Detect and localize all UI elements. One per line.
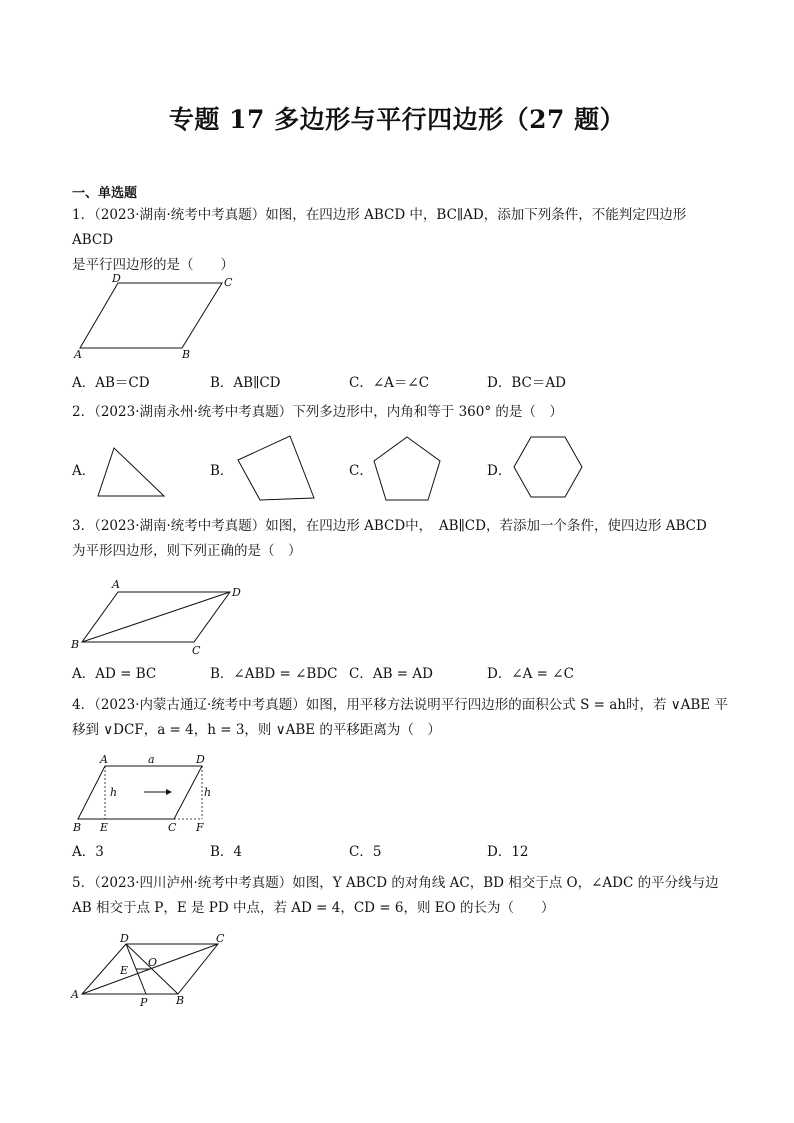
option-b[interactable]: B．4: [210, 844, 243, 860]
question-3-options: [72, 662, 732, 684]
label-d: D: [196, 753, 205, 766]
question-5-stem: [72, 871, 728, 921]
question-4-line-1: 4．（2023·内蒙古通辽·统考中考真题）如图，用平移方法说明平行四边形的面积公式 S = ah时，若 ∨ABE 平: [72, 697, 728, 713]
question-3-stem: [72, 514, 728, 564]
label-a: A: [74, 348, 82, 360]
pentagon-icon: [372, 432, 444, 504]
question-4-stem: [72, 693, 728, 743]
question-1-options: [72, 371, 732, 393]
question-4-figure: [70, 752, 220, 834]
label-e: E: [100, 821, 109, 834]
label-a: A: [71, 988, 79, 1001]
question-4-line-2: 移到 ∨DCF，a = 4，h = 3，则 ∨ABE 的平移距离为（ ）: [72, 722, 441, 738]
label-b: B: [71, 638, 80, 651]
option-b[interactable]: B．AB∥CD: [210, 375, 281, 391]
option-d[interactable]: D．: [487, 463, 512, 479]
question-1-line-1: 1．（2023·湖南·统考中考真题）如图，在四边形 ABCD 中，BC∥AD，添加下列条件，不能判定四边形 ABCD: [72, 207, 687, 248]
option-b[interactable]: B．: [210, 463, 234, 479]
option-c[interactable]: C．5: [349, 844, 382, 860]
parallelogram-abcd: [78, 766, 202, 819]
option-a[interactable]: A．: [72, 463, 96, 479]
label-h-right: h: [204, 786, 212, 799]
diagonal-bd: [82, 592, 230, 642]
question-1-stem: [72, 203, 728, 278]
question-2-options: [72, 430, 732, 505]
hexagon-icon: [512, 433, 584, 499]
label-h-left: h: [110, 786, 118, 799]
question-5-figure: [68, 928, 243, 1010]
option-a[interactable]: A．AB＝CD: [72, 375, 150, 391]
option-d[interactable]: D．∠A = ∠C: [487, 666, 574, 682]
label-b: B: [182, 348, 191, 360]
label-a: A: [112, 578, 120, 591]
diagonal-bd: [126, 944, 178, 994]
option-d[interactable]: D．12: [487, 844, 529, 860]
label-d: D: [232, 586, 241, 599]
label-c: C: [192, 644, 201, 656]
label-e: E: [120, 964, 129, 977]
option-a[interactable]: A．AD = BC: [72, 666, 157, 682]
option-c[interactable]: C．AB = AD: [349, 666, 433, 682]
label-d: D: [112, 272, 121, 285]
label-c: C: [168, 821, 177, 834]
label-b: B: [73, 821, 82, 834]
parallelogram-abcd: [80, 283, 222, 348]
question-2-line-1: 2．（2023·湖南永州·统考中考真题）下列多边形中，内角和等于 360° 的是（ ）: [72, 404, 563, 420]
arrow-icon: [166, 789, 172, 795]
option-a[interactable]: A．3: [72, 844, 104, 860]
question-4-options: [72, 840, 732, 862]
label-p: P: [140, 996, 148, 1009]
label-d: D: [120, 932, 129, 945]
triangle-icon: [94, 440, 166, 500]
option-d[interactable]: D．BC＝AD: [487, 375, 566, 391]
page-title: 专题 17 多边形与平行四边形（27 题）: [168, 105, 626, 134]
label-c: C: [224, 276, 233, 289]
option-c[interactable]: C．: [349, 463, 373, 479]
option-c[interactable]: C．∠A＝∠C: [349, 375, 430, 391]
question-2-stem: [72, 400, 728, 425]
label-o: O: [148, 956, 158, 969]
label-f: F: [196, 821, 204, 834]
question-3-figure: [68, 576, 253, 656]
question-1-figure: [72, 272, 242, 360]
label-a: A: [100, 753, 108, 766]
question-5-line-2: AB 相交于点 P，E 是 PD 中点，若 AD = 4，CD = 6，则 EO 的长为（ ）: [72, 900, 555, 916]
section-heading: 一、单选题: [72, 186, 138, 201]
question-1-line-2: 是平行四边形的是（ ）: [72, 257, 234, 273]
question-3-line-2: 为平形四边形，则下列正确的是（ ）: [72, 543, 302, 559]
question-5-line-1: 5．（2023·四川泸州·统考中考真题）如图，Y ABCD 的对角线 AC，BD 相交于点 O，∠ADC 的平分线与边: [72, 875, 719, 891]
label-c: C: [216, 932, 225, 945]
question-3-line-1: 3．（2023·湖南·统考中考真题）如图，在四边形 ABCD中， AB∥CD，若添加一个条件，使四边形 ABCD: [72, 518, 707, 534]
label-a-side: a: [148, 753, 155, 766]
quadrilateral-icon: [232, 430, 322, 505]
label-b: B: [176, 994, 185, 1007]
option-b[interactable]: B．∠ABD = ∠BDC: [210, 666, 338, 682]
